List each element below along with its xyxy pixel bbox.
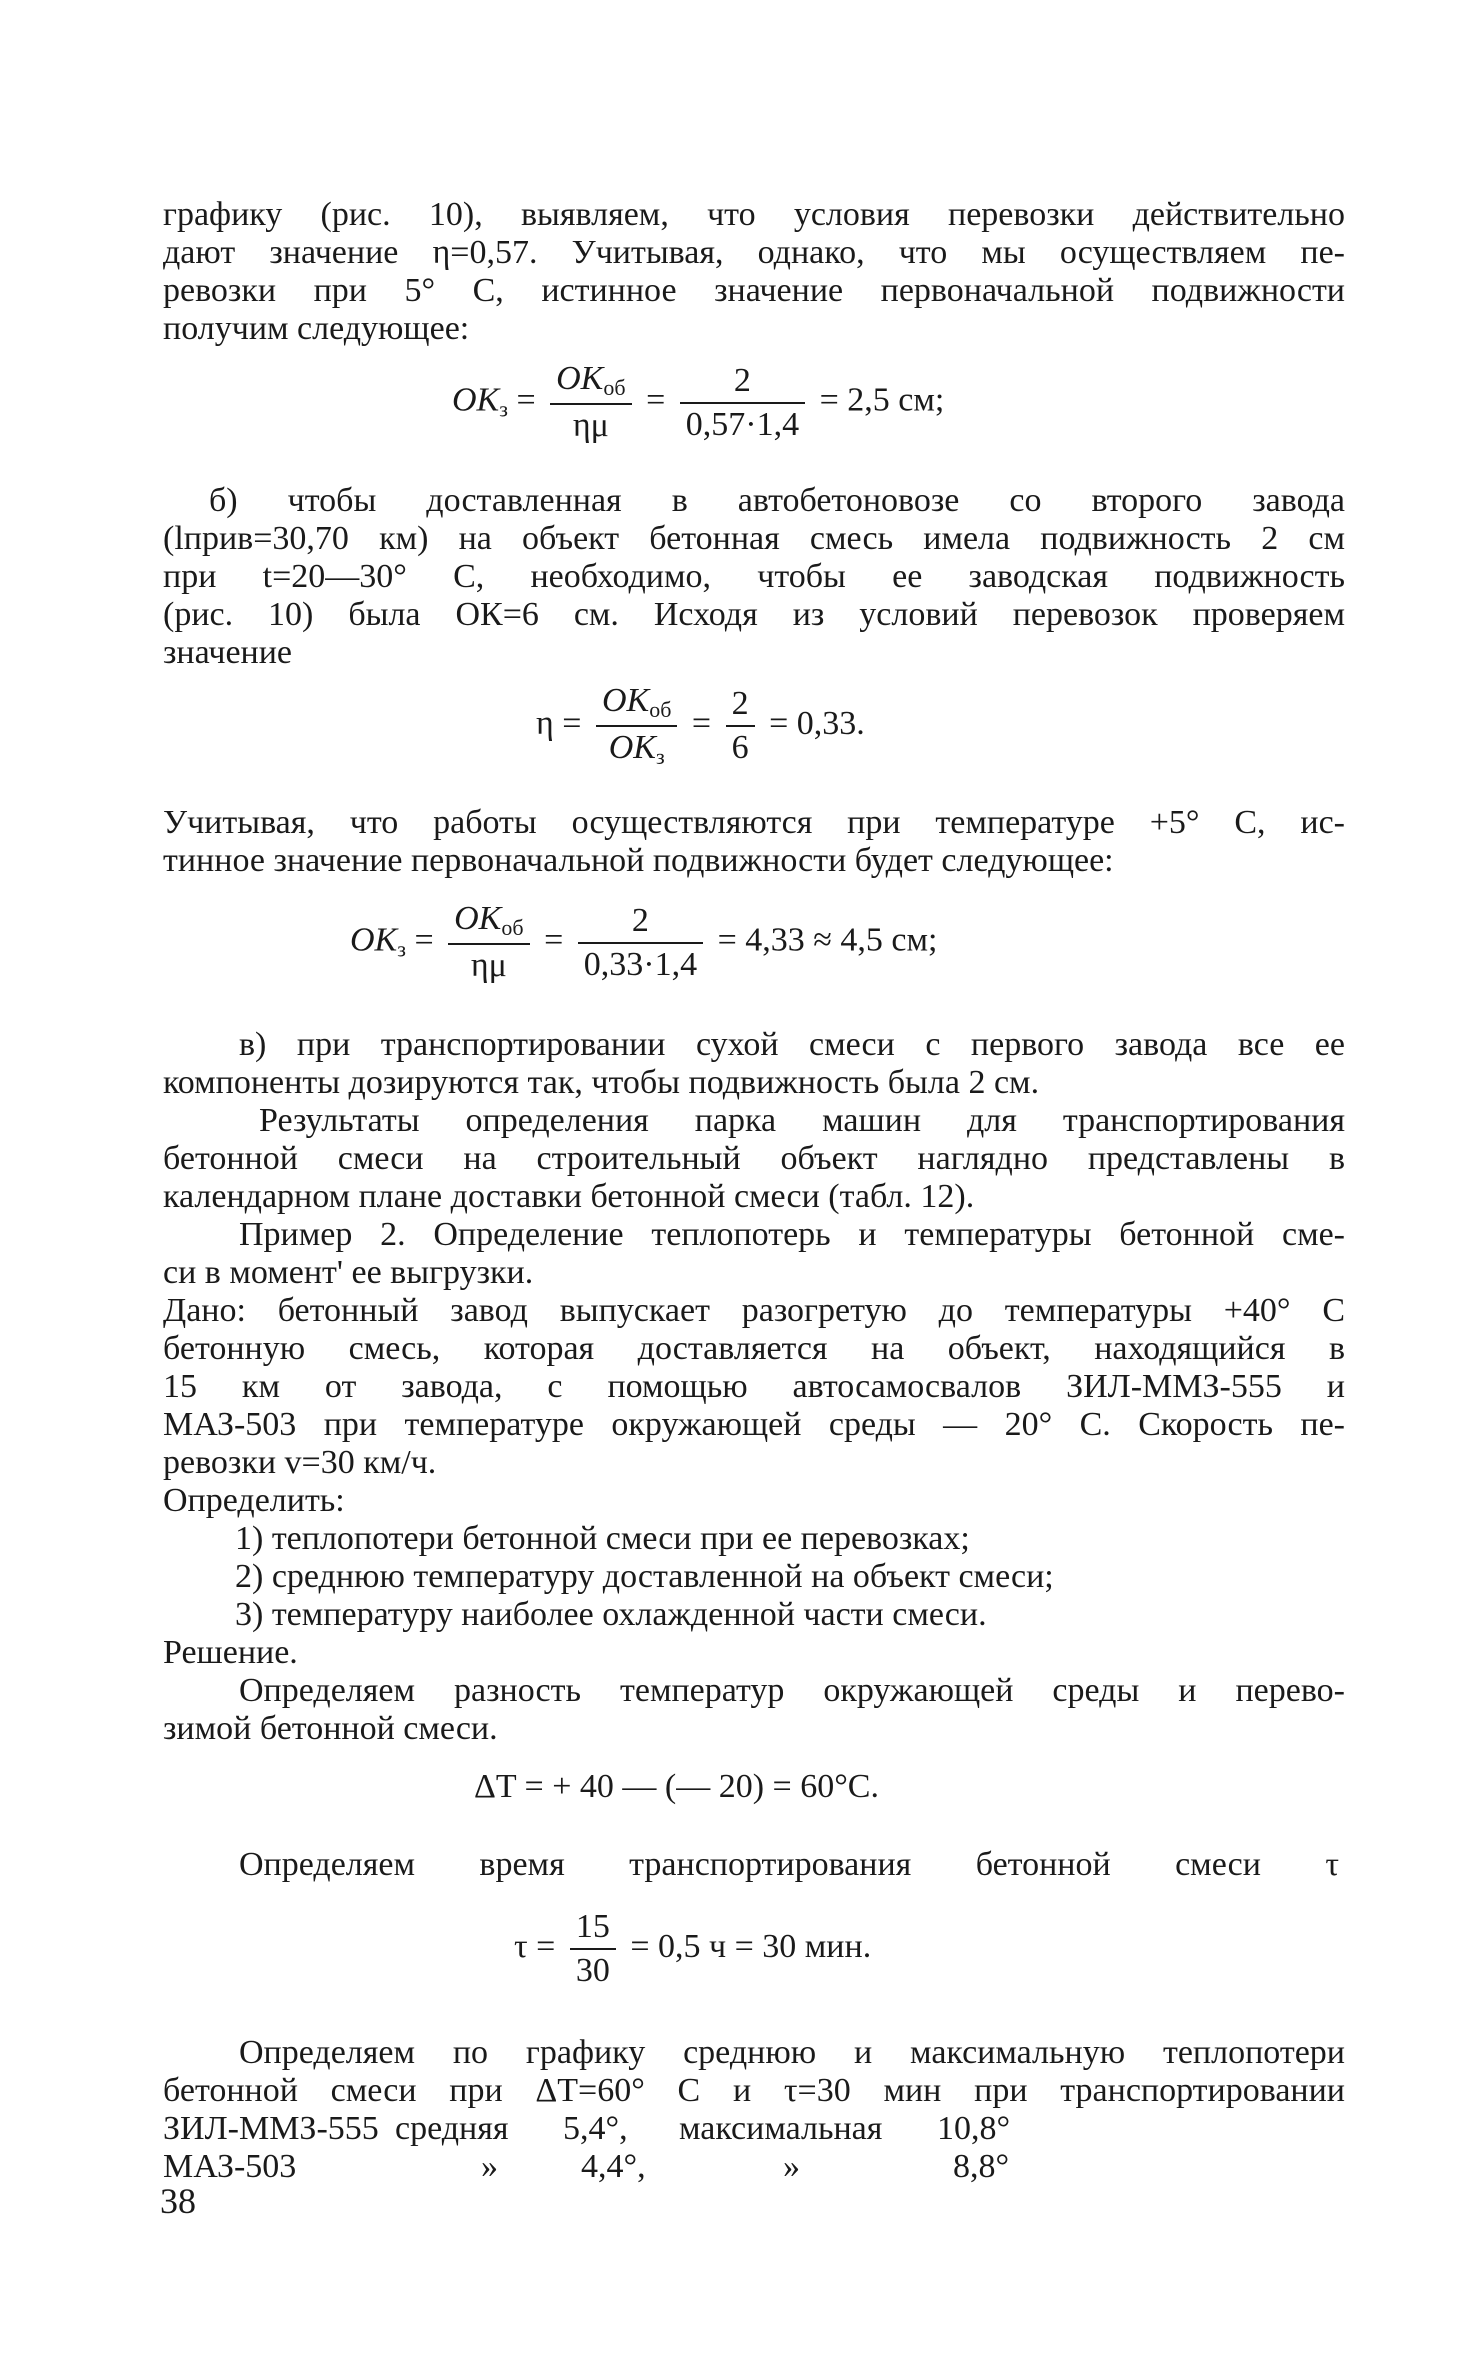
max-value: 10,8°: [937, 2110, 1011, 2147]
formula-equals: =: [414, 921, 434, 959]
formula-equals: =: [562, 704, 582, 742]
fraction: [448, 900, 529, 985]
task-list: [163, 1482, 1345, 1672]
task-item: 2) среднюю температуру доставленной на объект смеси;: [235, 1558, 1054, 1595]
fraction-denominator: 0,33·1,4: [583, 945, 698, 983]
text-line: Результаты определения парка машин для транспортирования: [259, 1102, 1345, 1139]
text-line: значение: [163, 634, 293, 671]
text-line: дают значение η=0,57. Учитывая, однако, что мы осуществляем пе-: [163, 234, 1345, 271]
paragraph-time: [163, 1846, 1345, 1884]
fraction-numerator: [596, 682, 677, 727]
text-line: графику (рис. 10), выявляем, что условия перевозки действительно: [163, 196, 1345, 233]
text-line: б) чтобы доставленная в автобетоновозе со второго завода: [209, 482, 1345, 519]
text-line: компоненты дозируются так, чтобы подвижность была 2 см.: [163, 1064, 1040, 1101]
formula-subscript: з: [397, 936, 406, 962]
paragraph-c: [163, 1026, 1345, 1102]
formula-symbol: OK: [601, 682, 650, 719]
text-line: получим следующее:: [163, 310, 470, 347]
avg-value: 4,4°,: [581, 2148, 646, 2185]
formula-symbol: OK: [454, 900, 502, 937]
text-line: Учитывая, что работы осуществляются при температуре +5° С, ис-: [163, 804, 1345, 841]
text-line: ревозки v=30 км/ч.: [163, 1444, 437, 1481]
avg-label: средняя: [395, 2110, 509, 2147]
max-label: максимальная: [679, 2110, 883, 2147]
page-number: 38: [160, 2181, 196, 2221]
formula-ok-first: [452, 360, 944, 445]
formula-subscript: об: [501, 915, 524, 940]
fraction: [570, 1908, 616, 1990]
fraction-numerator: [448, 900, 529, 945]
formula-subscript: з: [499, 396, 508, 422]
vehicle-name: МАЗ-503: [163, 2148, 297, 2185]
task-item: 1) теплопотери бетонной смеси при ее перевозках;: [235, 1520, 970, 1557]
fraction-numerator: 2: [726, 685, 755, 727]
fraction-denominator: ημ: [572, 407, 609, 444]
fraction: [578, 902, 703, 984]
text-line: тинное значение первоначальной подвижности будет следующее:: [163, 842, 1114, 879]
formula-eta: [536, 682, 865, 770]
fraction-numerator: 15: [570, 1908, 616, 1950]
formula-equals: =: [544, 921, 564, 959]
solution-heading: Решение.: [163, 1634, 298, 1671]
text-line: Определяем время транспортирования бетонной смеси τ: [239, 1846, 1339, 1883]
paragraph-temp-difference: [163, 1672, 1345, 1748]
formula-result: = 0,5 ч = 30 мин.: [630, 1927, 872, 1965]
text-line: МАЗ-503 при температуре окружающей среды — 20° С. Скорость пе-: [163, 1406, 1345, 1443]
formula-subscript: об: [649, 697, 672, 722]
text-line: в) при транспортировании сухой смеси с первого завода все ее: [239, 1026, 1345, 1063]
paragraph-given: [163, 1292, 1345, 1482]
fraction: [726, 685, 755, 767]
fraction-numerator: 2: [680, 362, 805, 404]
text-line: Пример 2. Определение теплопотерь и температуры бетонной сме-: [239, 1216, 1345, 1253]
formula-equals: =: [646, 381, 666, 419]
text-line: 15 км от завода, с помощью автосамосвалов ЗИЛ-ММЗ-555 и: [163, 1368, 1345, 1405]
task-item: 3) температуру наиболее охлажденной части смеси.: [235, 1596, 987, 1633]
fraction-denominator: [596, 727, 677, 770]
fraction-numerator: 2: [578, 902, 703, 944]
text-line: бетонную смесь, которая доставляется на объект, находящийся в: [163, 1330, 1345, 1367]
formula-result: = 4,33 ≈ 4,5 см;: [717, 921, 938, 959]
text-line: Определяем по графику среднюю и максимальную теплопотери: [239, 2034, 1345, 2071]
fraction-denominator: ημ: [470, 947, 507, 984]
text-line: бетонной смеси при ΔT=60° С и τ=30 мин при транспортировании: [163, 2072, 1345, 2109]
formula-ok-second: [350, 900, 937, 985]
formula-symbol: OK: [452, 381, 500, 419]
fraction: [550, 360, 631, 445]
formula-symbol: OK: [350, 921, 398, 959]
fraction: [680, 362, 805, 444]
text-line: си в момент' ее выгрузки.: [163, 1254, 534, 1291]
formula-symbol: OK: [556, 360, 604, 397]
fraction-numerator: [550, 360, 631, 405]
paragraph-b: [163, 482, 1345, 672]
max-label: »: [783, 2148, 800, 2185]
avg-label: »: [481, 2148, 498, 2185]
formula-symbol: OK: [608, 729, 656, 766]
paragraph-example-2: [163, 1216, 1345, 1292]
formula-symbol: η: [536, 704, 554, 742]
text-line: зимой бетонной смеси.: [163, 1710, 498, 1747]
formula-subscript: з: [655, 744, 665, 769]
vehicle-name: ЗИЛ-ММЗ-555: [163, 2110, 379, 2147]
fraction-denominator: 30: [575, 1952, 610, 1989]
fraction: [596, 682, 677, 770]
formula-result: = 2,5 см;: [819, 381, 945, 419]
formula-symbol: τ =: [514, 1927, 556, 1965]
text-line: бетонной смеси на строительный объект наглядно представлены в: [163, 1140, 1345, 1177]
text-line: (lприв=30,70 км) на объект бетонная смесь имела подвижность 2 см: [163, 520, 1345, 557]
text-line: Определяем разность температур окружающей среды и перево-: [239, 1672, 1345, 1709]
text-line: Дано: бетонный завод выпускает разогретую до температуры +40° С: [163, 1292, 1345, 1329]
task-heading: Определить:: [163, 1482, 345, 1519]
paragraph-results: [163, 1102, 1345, 1216]
formula-subscript: об: [603, 375, 626, 400]
formula-equals: =: [516, 381, 536, 419]
fraction-denominator: 6: [731, 729, 749, 766]
text-line: при t=20—30° С, необходимо, чтобы ее заводская подвижность: [163, 558, 1345, 595]
paragraph-heat-loss: [163, 2034, 1345, 2110]
paragraph-considering: [163, 804, 1345, 880]
paragraph-intro: [163, 196, 1345, 348]
text-line: (рис. 10) была ОК=6 см. Исходя из условий перевозок проверяем: [163, 596, 1345, 633]
text-line: календарном плане доставки бетонной смеси (табл. 12).: [163, 1178, 975, 1215]
formula-tau: [514, 1908, 871, 1990]
formula-result: = 0,33.: [769, 704, 865, 742]
avg-value: 5,4°,: [563, 2110, 628, 2147]
text-line: ревозки при 5° С, истинное значение первоначальной подвижности: [163, 272, 1345, 309]
max-value: 8,8°: [953, 2148, 1010, 2185]
formula-equals: =: [691, 704, 712, 742]
formula-delta-t: ΔT = + 40 — (— 20) = 60°С.: [474, 1768, 879, 1805]
fraction-denominator: 0,57·1,4: [685, 405, 800, 443]
